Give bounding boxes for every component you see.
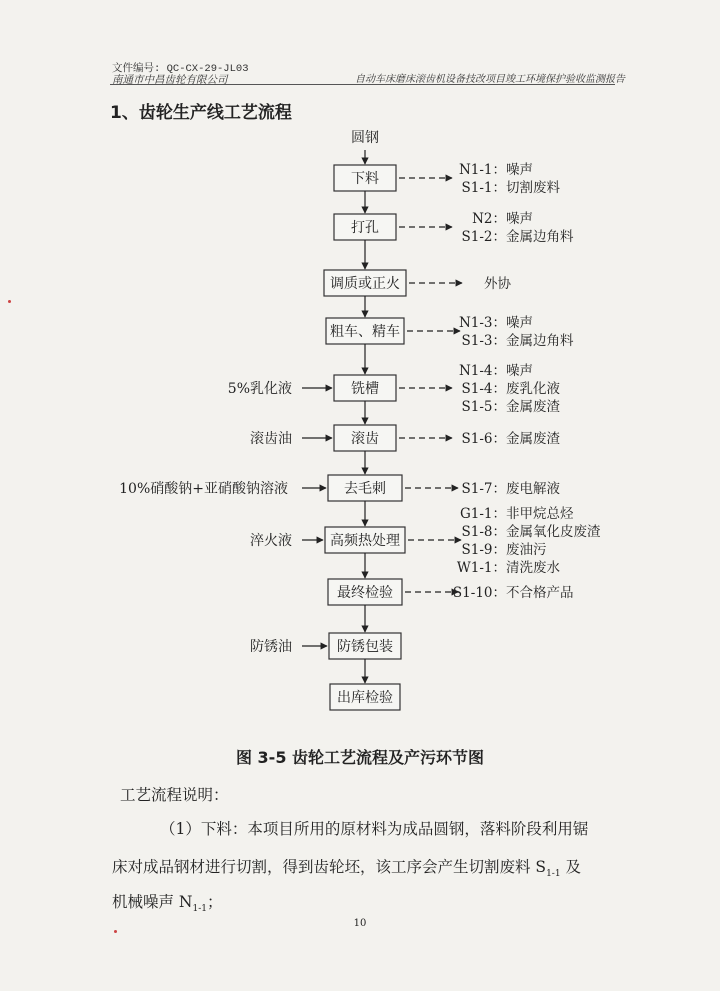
process-step-label: 滚齿 (351, 431, 379, 447)
emission-code: G1-1： (459, 506, 506, 522)
doc-number: 文件编号: QC-CX-29-JL03 (112, 63, 249, 75)
input-material-label: 滚齿油 (250, 431, 292, 447)
process-step-label: 打孔 (351, 220, 379, 236)
start-material-label: 圆钢 (351, 130, 379, 146)
process-step-label: 粗车、精车 (330, 324, 400, 340)
emission-label: 金属废渣 (506, 399, 560, 415)
emission-label: 金属边角料 (506, 229, 574, 245)
emission-label: 废电解液 (506, 481, 560, 497)
emission-label: 噪声 (506, 315, 533, 331)
report-title: 自动车床磨床滚齿机设备技改项目竣工环境保护验收监测报告 (355, 74, 625, 85)
emission-label: 清洗废水 (506, 560, 560, 576)
input-material-label: 防锈油 (250, 639, 292, 655)
paragraph-line: 机械噪声 $N_{1-1}$； (112, 893, 223, 915)
emission-label: 外协 (484, 276, 511, 292)
emission-label: 废油污 (506, 542, 547, 558)
input-material-label: 淬火液 (250, 533, 292, 549)
emission-code: N1-1： (458, 162, 506, 178)
process-step-label: 下料 (351, 171, 379, 187)
emission-label: 金属废渣 (506, 431, 560, 447)
process-step-label: 最终检验 (337, 585, 393, 601)
emission-label: 噪声 (506, 162, 533, 178)
emission-label: 金属氧化皮废渣 (506, 524, 601, 540)
section-title: 1、齿轮生产线工艺流程 (110, 103, 292, 123)
emission-label: 非甲烷总烃 (506, 506, 574, 522)
emission-label: 噪声 (506, 363, 533, 379)
process-description-title: 工艺流程说明： (120, 786, 229, 804)
input-material-label: 10%硝酸钠+亚硝酸钠溶液 (119, 481, 288, 497)
process-step-label: 高频热处理 (330, 533, 400, 549)
emission-code: S1-1： (461, 180, 506, 196)
emission-code: N1-4： (458, 363, 506, 379)
process-step-label: 调质或正火 (330, 276, 400, 292)
emission-code: S1-4： (461, 381, 506, 397)
emission-code: N2： (472, 211, 506, 227)
emission-label: 噪声 (506, 211, 533, 227)
paragraph-line: （1）下料：本项目所用的原材料为成品圆钢，落料阶段利用锯 (160, 820, 589, 838)
emission-label: 不合格产品 (506, 585, 574, 601)
emission-code: S1-6： (461, 431, 506, 447)
process-step-label: 防锈包装 (337, 639, 393, 655)
emission-code: S1-8： (461, 524, 506, 540)
emission-code: S1-7： (461, 481, 506, 497)
paragraph-line: 床对成品钢材进行切割，得到齿轮坯，该工序会产生切割废料 $S_{1-1}$ 及 (112, 858, 581, 880)
emission-code: W1-1： (456, 560, 506, 576)
input-material-label: 5%乳化液 (227, 381, 292, 397)
emission-label: 切割废料 (506, 180, 560, 196)
emission-code: S1-5： (461, 399, 506, 415)
emission-code: N1-3： (458, 315, 506, 331)
process-step-label: 出库检验 (337, 690, 393, 706)
emission-label: 废乳化液 (506, 381, 560, 397)
scan-mark (114, 930, 117, 933)
figure-caption: 图 3-5 齿轮工艺流程及产污环节图 (235, 748, 485, 767)
emission-code: S1-3： (461, 333, 506, 349)
emission-label: 金属边角料 (506, 333, 574, 349)
page-number: 10 (353, 918, 367, 929)
emission-code: S1-9： (461, 542, 506, 558)
scan-mark (8, 300, 11, 303)
company-name: 南通市中昌齿轮有限公司 (112, 74, 228, 86)
process-step-label: 去毛刺 (344, 481, 386, 497)
process-step-label: 铣槽 (351, 381, 379, 397)
emission-code: S1-10： (452, 585, 506, 601)
emission-code: S1-2： (461, 229, 506, 245)
